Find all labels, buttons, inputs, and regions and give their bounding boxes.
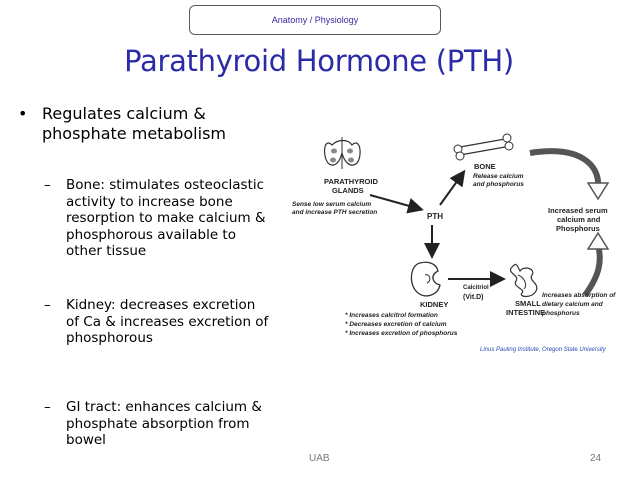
- sub-bullet-gi: [44, 399, 269, 449]
- kidney-label: KIDNEY: [420, 300, 449, 309]
- arrow-glands-to-pth: [370, 195, 420, 209]
- sub-bullet-text: Bone: stimulates osteoclastic activity to increase bone resorption to make calcium & phosphorous available to other tissue: [66, 177, 266, 259]
- arrow-intestine-to-serum: [585, 245, 600, 295]
- small-intestine-icon: [510, 264, 536, 296]
- bone-action-2: and phosphorus: [473, 181, 524, 188]
- increased-label-1: Increased serum: [548, 206, 608, 215]
- intestine-label-1: SMALL: [515, 299, 541, 308]
- diagram-credit: Linus Pauling Institute, Oregon State University: [480, 347, 606, 353]
- slide-title: Parathyroid Hormone (PTH): [124, 44, 514, 78]
- arrow-pth-to-bone: [440, 173, 463, 205]
- bone-label: BONE: [474, 162, 496, 171]
- vitd-label: (Vit.D): [463, 294, 484, 301]
- dash-symbol: –: [44, 399, 51, 415]
- sense-label-2: and increase PTH secretion: [292, 209, 378, 216]
- glands-label-1: PARATHYROID: [324, 177, 378, 186]
- dash-symbol: –: [44, 177, 51, 193]
- page-number: 24: [590, 453, 602, 464]
- intestine-effect-1: Increases absorption of: [542, 292, 616, 299]
- main-bullet: [18, 104, 268, 144]
- main-bullet-text: Regulates calcium & phosphate metabolism: [42, 104, 226, 143]
- sub-bullet-bone: [44, 177, 269, 260]
- sense-label-1: Sense low serum calcium: [292, 201, 372, 208]
- footer-label: UAB: [309, 453, 330, 464]
- kidney-effect-1: * Increases calcitrol formation: [345, 312, 438, 319]
- kidney-effect-3: * Increases excretion of phosphorus: [345, 330, 458, 337]
- arrowhead-bottom: [588, 233, 608, 249]
- parathyroid-glands-icon: [325, 137, 361, 169]
- pth-label: PTH: [427, 212, 443, 221]
- kidney-effect-2: * Decreases excretion of calcium: [345, 321, 447, 328]
- bone-icon: [454, 134, 513, 160]
- header-box: [189, 5, 441, 35]
- increased-label-2: calcium and: [557, 215, 601, 224]
- bone-action-1: Release calcium: [473, 173, 524, 180]
- pth-diagram: [280, 125, 630, 355]
- dash-symbol: –: [44, 297, 51, 313]
- intestine-effect-2: dietary calcium and: [542, 301, 603, 308]
- sub-bullet-text: GI tract: enhances calcium & phosphate absorption from bowel: [66, 399, 262, 448]
- kidney-icon: [411, 262, 440, 296]
- increased-label-3: Phosphorus: [556, 224, 600, 233]
- header-label: Anatomy / Physiology: [271, 15, 359, 25]
- sub-bullet-kidney: [44, 297, 269, 347]
- sub-bullet-text: Kidney: decreases excretion of Ca & increases excretion of phosphorous: [66, 297, 269, 346]
- arrow-bone-to-serum: [530, 151, 598, 187]
- intestine-effect-3: phosphorus: [542, 310, 580, 317]
- calcitriol-label: Calcitriol: [463, 285, 489, 291]
- bullet-symbol: •: [18, 104, 28, 123]
- intestine-label-2: INTESTINE: [506, 308, 546, 317]
- arrowhead-top: [588, 183, 608, 199]
- glands-label-2: GLANDS: [332, 186, 364, 195]
